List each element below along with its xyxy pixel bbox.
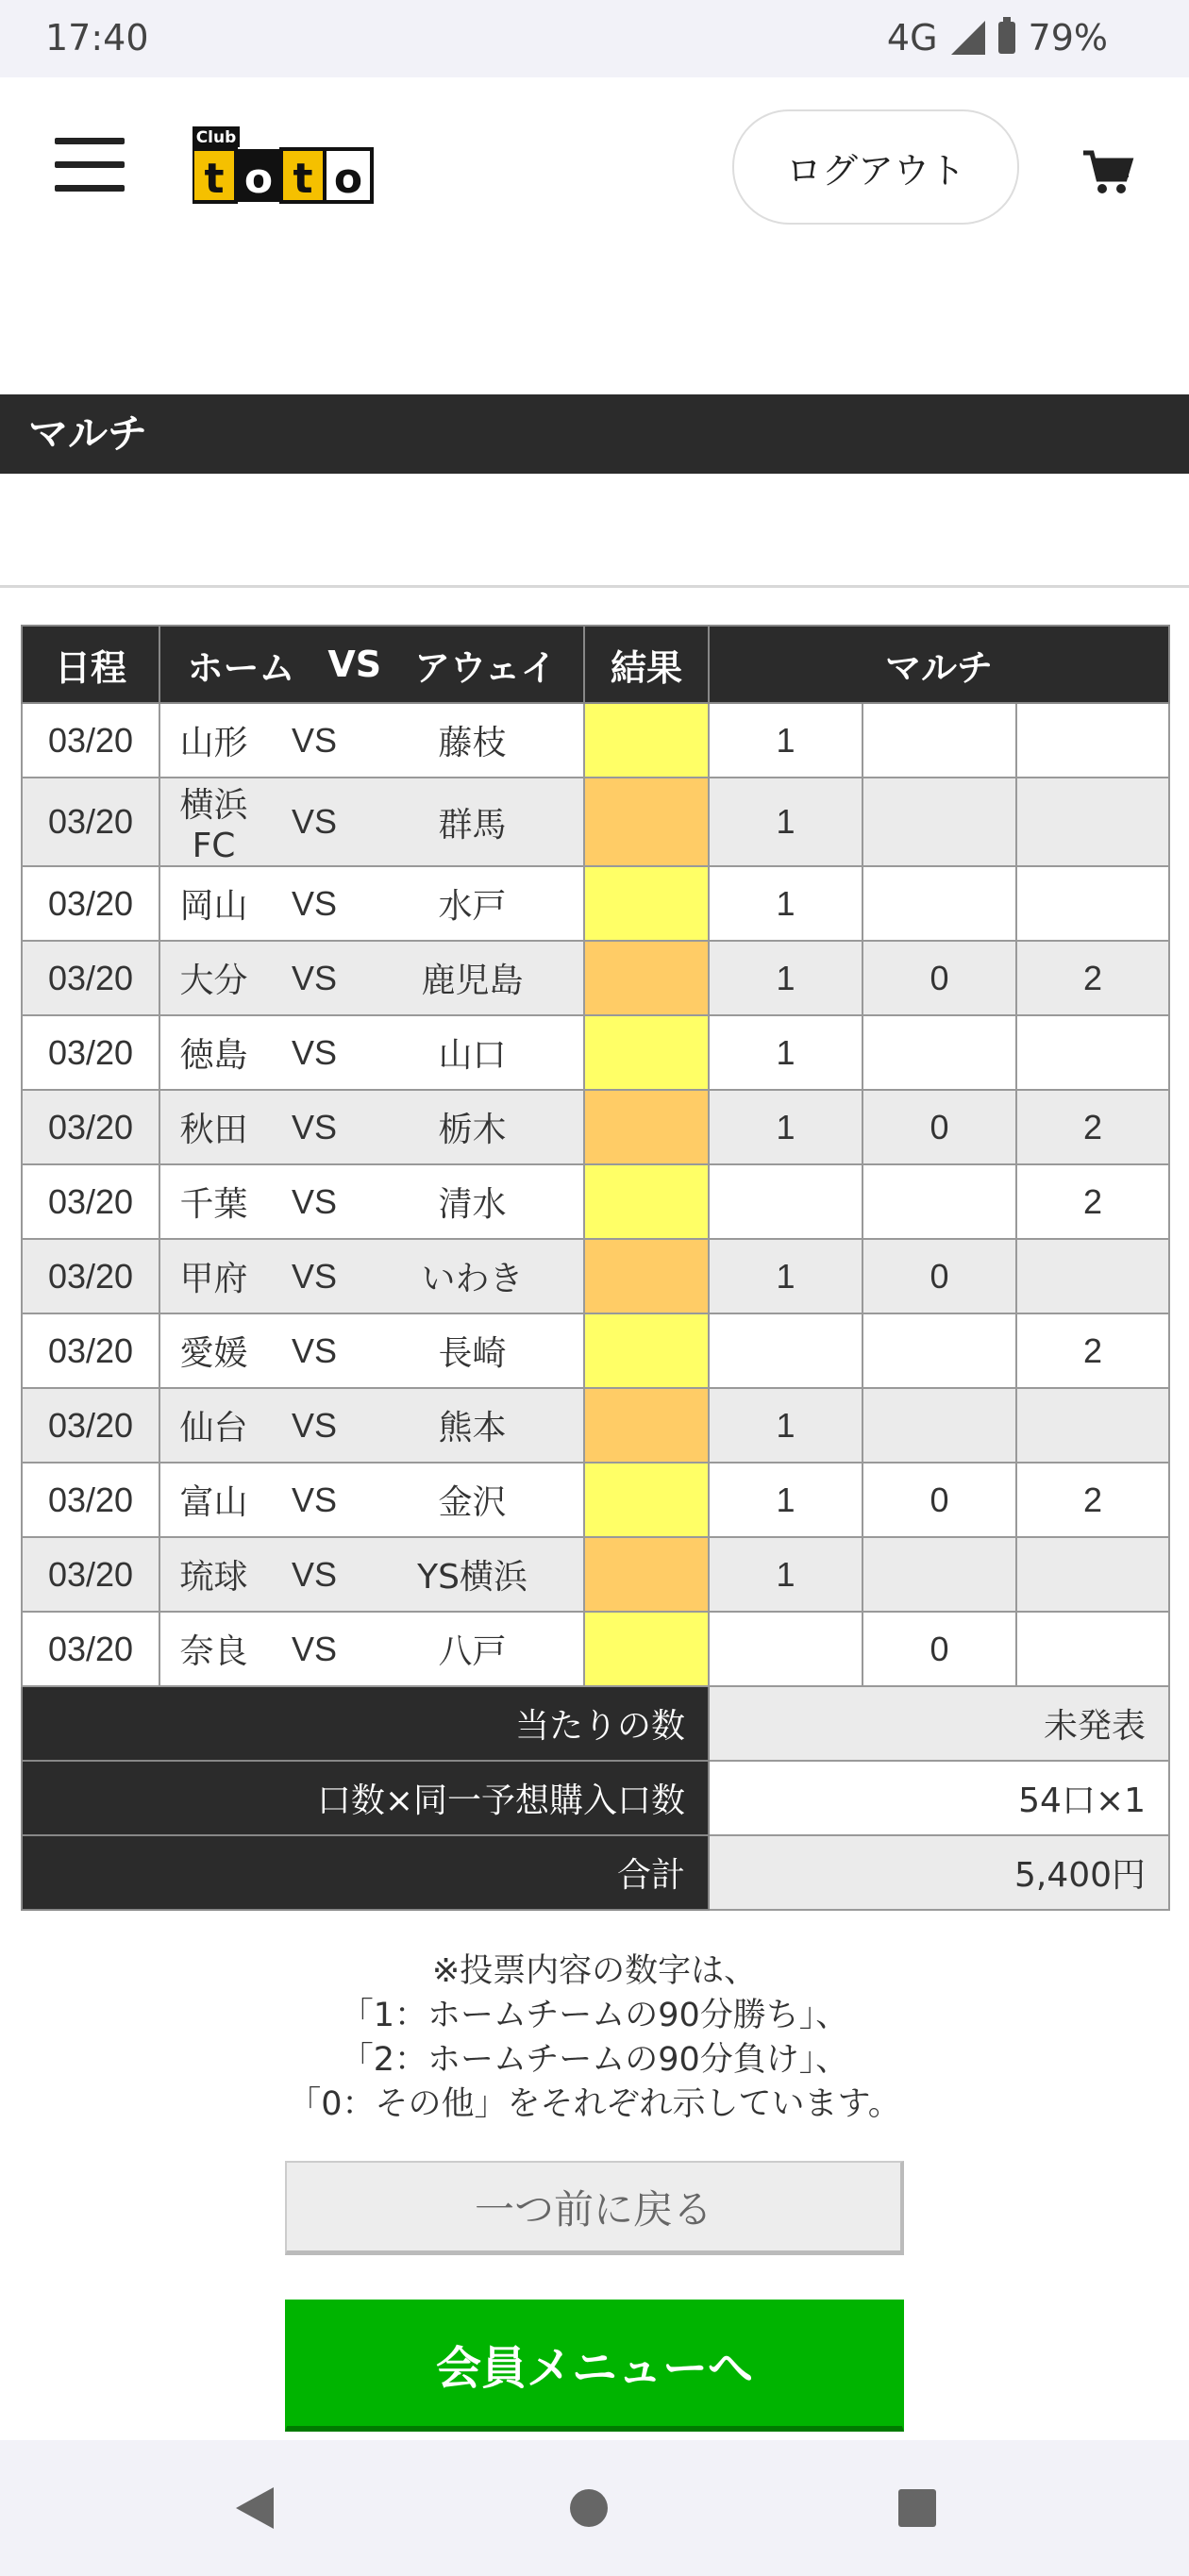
cell-multi-1 [709, 1612, 862, 1686]
header-away: アウェイ [414, 646, 557, 689]
cell-home: 甲府 [159, 1239, 267, 1313]
cell-result [584, 1239, 709, 1313]
cell-home: 岡山 [159, 866, 267, 941]
table-row [22, 1164, 1169, 1239]
cell-date: 03/20 [22, 866, 159, 941]
cell-date: 03/20 [22, 1164, 159, 1239]
header-match [159, 626, 584, 703]
back-button[interactable]: 一つ前に戻る [285, 2161, 904, 2255]
nav-home-icon[interactable] [570, 2489, 608, 2527]
cell-multi-1 [709, 1164, 862, 1239]
cell-home: 徳島 [159, 1015, 267, 1090]
cell-multi-0: 0 [862, 941, 1016, 1015]
cell-home: 千葉 [159, 1164, 267, 1239]
cell-vs: VS [267, 1388, 361, 1463]
legend-note [0, 1949, 1189, 2127]
cell-home: 秋田 [159, 1090, 267, 1164]
cell-result [584, 1537, 709, 1612]
cell-multi-1: 1 [709, 1015, 862, 1090]
cell-result [584, 1164, 709, 1239]
total-label: 合計 [22, 1835, 709, 1910]
hits-value: 未発表 [709, 1686, 1169, 1761]
svg-text:t: t [204, 155, 225, 203]
header-result: 結果 [584, 626, 709, 703]
cell-home: 奈良 [159, 1612, 267, 1686]
table-row [22, 1612, 1169, 1686]
cell-vs: VS [267, 1090, 361, 1164]
cell-away: 清水 [361, 1164, 584, 1239]
cell-multi-1: 1 [709, 866, 862, 941]
table-row [22, 778, 1169, 866]
cell-result [584, 703, 709, 778]
cell-multi-1: 1 [709, 703, 862, 778]
cell-home: 横浜FC [159, 778, 267, 866]
cell-result [584, 866, 709, 941]
cell-date: 03/20 [22, 1313, 159, 1388]
hits-label: 当たりの数 [22, 1686, 709, 1761]
cell-result [584, 1388, 709, 1463]
cell-vs: VS [267, 1537, 361, 1612]
cell-result [584, 1313, 709, 1388]
cell-away: 山口 [361, 1015, 584, 1090]
battery-level: 79% [1028, 17, 1108, 59]
cell-multi-0: 0 [862, 1463, 1016, 1537]
cell-away: 熊本 [361, 1388, 584, 1463]
cell-date: 03/20 [22, 1239, 159, 1313]
cell-home: 山形 [159, 703, 267, 778]
cell-vs: VS [267, 866, 361, 941]
cell-home: 大分 [159, 941, 267, 1015]
cell-multi-0 [862, 1388, 1016, 1463]
cell-multi-1: 1 [709, 1463, 862, 1537]
total-value: 5,400円 [709, 1835, 1169, 1910]
summary-row-total [22, 1835, 1169, 1910]
battery-icon [998, 22, 1015, 54]
cell-multi-1: 1 [709, 1388, 862, 1463]
cell-result [584, 1015, 709, 1090]
cell-result [584, 1090, 709, 1164]
cell-date: 03/20 [22, 778, 159, 866]
svg-text:o: o [243, 155, 274, 203]
menu-icon[interactable] [55, 138, 125, 192]
cell-away: いわき [361, 1239, 584, 1313]
table-row [22, 1313, 1169, 1388]
logout-button[interactable]: ログアウト [732, 109, 1019, 225]
cell-date: 03/20 [22, 1537, 159, 1612]
cell-away: 八戸 [361, 1612, 584, 1686]
count-value: 54口×1 [709, 1761, 1169, 1835]
club-toto-logo[interactable] [193, 126, 374, 208]
cell-multi-0 [862, 866, 1016, 941]
cell-multi-1: 1 [709, 1537, 862, 1612]
cell-multi-2 [1016, 1388, 1169, 1463]
multi-bet-table [21, 625, 1170, 1911]
site-header [0, 77, 1189, 257]
cart-icon[interactable] [1081, 147, 1134, 196]
cell-multi-2 [1016, 1239, 1169, 1313]
header-multi: マルチ [709, 626, 1169, 703]
cell-multi-1 [709, 1313, 862, 1388]
status-right [887, 17, 1108, 59]
note-line-2: 「1：ホームチームの90分勝ち」、 [340, 1997, 849, 2034]
cell-vs: VS [267, 1239, 361, 1313]
cell-vs: VS [267, 1015, 361, 1090]
cell-away: 長崎 [361, 1313, 584, 1388]
nav-recents-icon[interactable] [898, 2489, 936, 2527]
table-row [22, 1090, 1169, 1164]
cell-away: 金沢 [361, 1463, 584, 1537]
cell-multi-2: 2 [1016, 1463, 1169, 1537]
cell-vs: VS [267, 1612, 361, 1686]
cell-date: 03/20 [22, 1015, 159, 1090]
summary-row-hits [22, 1686, 1169, 1761]
system-nav-bar [0, 2440, 1189, 2576]
cell-vs: VS [267, 1164, 361, 1239]
cell-vs: VS [267, 703, 361, 778]
header-home: ホーム [187, 646, 295, 689]
header-vs: VS [327, 644, 382, 685]
cell-multi-0: 0 [862, 1612, 1016, 1686]
cell-multi-0: 0 [862, 1090, 1016, 1164]
cell-multi-2 [1016, 1612, 1169, 1686]
table-header-row [22, 626, 1169, 703]
cell-date: 03/20 [22, 941, 159, 1015]
cell-multi-2: 2 [1016, 1164, 1169, 1239]
nav-back-icon[interactable] [236, 2487, 274, 2529]
cell-result [584, 778, 709, 866]
cell-multi-1: 1 [709, 1090, 862, 1164]
cell-multi-1: 1 [709, 1239, 862, 1313]
note-line-1: ※投票内容の数字は、 [431, 1952, 758, 1990]
cell-multi-2 [1016, 703, 1169, 778]
table-row [22, 1015, 1169, 1090]
table-row [22, 1463, 1169, 1537]
summary-row-count [22, 1761, 1169, 1835]
svg-text:o: o [333, 155, 363, 203]
logo-club-text: Club [195, 128, 237, 147]
network-label: 4G [886, 17, 938, 59]
svg-text:t: t [293, 155, 313, 203]
cell-multi-1: 1 [709, 941, 862, 1015]
count-label: 口数×同一予想購入口数 [22, 1761, 709, 1835]
cell-date: 03/20 [22, 1090, 159, 1164]
cell-away: 鹿児島 [361, 941, 584, 1015]
cell-multi-2: 2 [1016, 941, 1169, 1015]
cell-multi-0 [862, 778, 1016, 866]
table-row [22, 1388, 1169, 1463]
cell-away: 群馬 [361, 778, 584, 866]
cell-multi-2 [1016, 866, 1169, 941]
cell-multi-0 [862, 1313, 1016, 1388]
cell-away: 水戸 [361, 866, 584, 941]
cell-home: 富山 [159, 1463, 267, 1537]
cell-result [584, 941, 709, 1015]
cell-multi-2 [1016, 1537, 1169, 1612]
divider [0, 585, 1189, 588]
table-row [22, 703, 1169, 778]
cell-multi-2 [1016, 1015, 1169, 1090]
cell-multi-0: 0 [862, 1239, 1016, 1313]
note-line-4: 「0：その他」をそれぞれ示しています。 [288, 2085, 901, 2123]
table-row [22, 1537, 1169, 1612]
table-row [22, 941, 1169, 1015]
cell-multi-0 [862, 1164, 1016, 1239]
cell-home: 仙台 [159, 1388, 267, 1463]
cell-home: 琉球 [159, 1537, 267, 1612]
cell-away: 栃木 [361, 1090, 584, 1164]
status-time: 17:40 [45, 17, 149, 59]
cell-vs: VS [267, 778, 361, 866]
cell-multi-0 [862, 1537, 1016, 1612]
cell-result [584, 1463, 709, 1537]
cell-vs: VS [267, 1463, 361, 1537]
cell-multi-2 [1016, 778, 1169, 866]
cell-multi-2: 2 [1016, 1090, 1169, 1164]
cell-multi-0 [862, 1015, 1016, 1090]
section-title: マルチ [0, 394, 1189, 474]
cell-away: 藤枝 [361, 703, 584, 778]
member-menu-button[interactable]: 会員メニューへ [285, 2300, 904, 2432]
note-line-3: 「2：ホームチームの90分負け」、 [340, 2041, 849, 2079]
signal-icon [951, 21, 985, 55]
status-bar [0, 0, 1189, 77]
cell-vs: VS [267, 941, 361, 1015]
cell-date: 03/20 [22, 1612, 159, 1686]
cell-multi-0 [862, 703, 1016, 778]
cell-result [584, 1612, 709, 1686]
cell-away: YS横浜 [361, 1537, 584, 1612]
header-date: 日程 [22, 626, 159, 703]
table-row [22, 866, 1169, 941]
table-row [22, 1239, 1169, 1313]
cell-multi-1: 1 [709, 778, 862, 866]
cell-date: 03/20 [22, 703, 159, 778]
cell-vs: VS [267, 1313, 361, 1388]
cell-home: 愛媛 [159, 1313, 267, 1388]
cell-date: 03/20 [22, 1388, 159, 1463]
cell-multi-2: 2 [1016, 1313, 1169, 1388]
cell-date: 03/20 [22, 1463, 159, 1537]
